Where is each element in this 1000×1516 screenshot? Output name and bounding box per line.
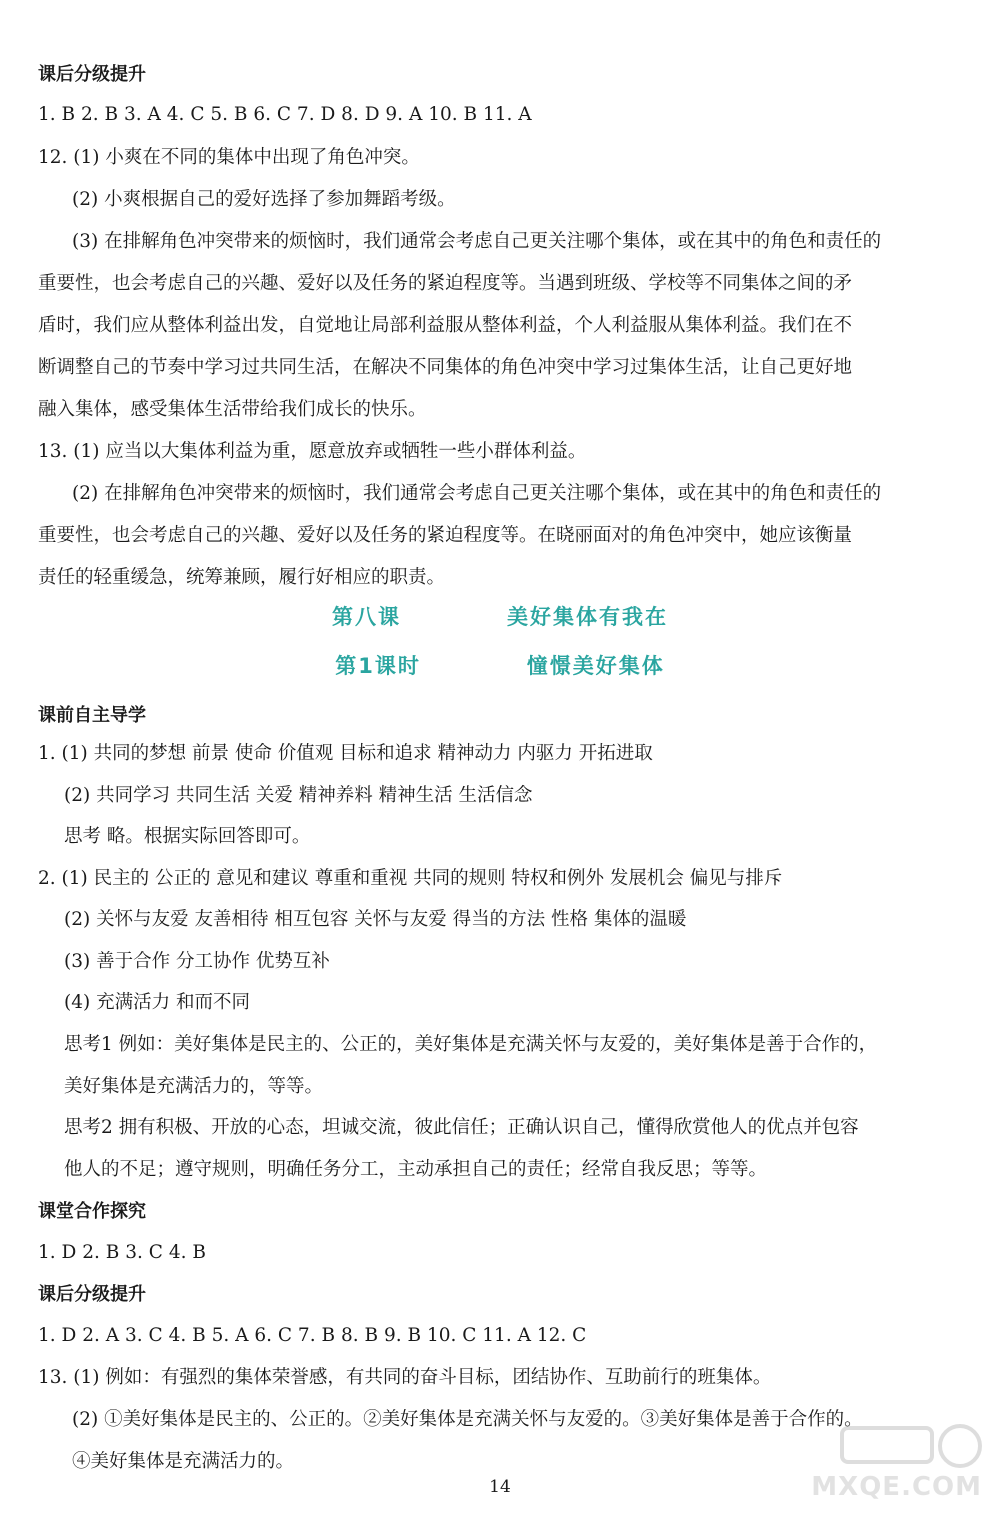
answer-line: 断调整自己的节奏中学习过共同生活，在解决不同集体的角色冲突中学习过集体生活，让自己更好地 [38, 357, 853, 378]
answer-line: 他人的不足；遵守规则，明确任务分工，主动承担自己的责任；经常自我反思；等等。 [64, 1159, 768, 1180]
answer-line: (2) 小爽根据自己的爱好选择了参加舞蹈考级。 [72, 189, 456, 210]
answer-line: (4) 充满活力 和而不同 [64, 992, 250, 1013]
answer-line: 1. D 2. A 3. C 4. B 5. A 6. C 7. B 8. B 9. B 10. C 11. A 12. C [38, 1325, 587, 1346]
answer-line: 美好集体是充满活力的，等等。 [64, 1076, 324, 1097]
section-heading: 课前自主导学 [38, 705, 146, 726]
section-heading: 课后分级提升 [38, 1284, 146, 1305]
chapter-heading: 第1课时 憧憬美好集体 [335, 654, 665, 678]
answer-line: 1. (1) 共同的梦想 前景 使命 价值观 目标和追求 精神动力 内驱力 开拓进取 [38, 743, 653, 764]
answer-line: 13. (1) 例如：有强烈的集体荣誉感，有共同的奋斗目标，团结协作、互助前行的班集体。 [38, 1367, 772, 1388]
answer-line: (2) 共同学习 共同生活 关爱 精神养料 精神生活 生活信念 [64, 785, 533, 806]
section-heading: 课后分级提升 [38, 64, 146, 85]
answer-line: (2) 在排解角色冲突带来的烦恼时，我们通常会考虑自己更关注哪个集体，或在其中的角色和责任的 [72, 483, 882, 504]
answer-line: 思考1 例如：美好集体是民主的、公正的，美好集体是充满关怀与友爱的，美好集体是善于合作的， [64, 1034, 878, 1055]
answer-line: 思考2 拥有积极、开放的心态，坦诚交流，彼此信任；正确认识自己，懂得欣赏他人的优点并包容 [64, 1117, 859, 1138]
answer-line: 1. D 2. B 3. C 4. B [38, 1242, 206, 1263]
answer-line: 思考 略。根据实际回答即可。 [64, 826, 311, 847]
answer-line: 1. B 2. B 3. A 4. C 5. B 6. C 7. D 8. D 9. A 10. B 11. A [38, 104, 532, 125]
answer-line: 盾时，我们应从整体利益出发，自觉地让局部利益服从整体利益，个人利益服从集体利益。我们在不 [38, 315, 853, 336]
chapter-heading: 第八课 美好集体有我在 [332, 605, 668, 629]
answer-line: 重要性，也会考虑自己的兴趣、爱好以及任务的紧迫程度等。在晓丽面对的角色冲突中，她应该衡量 [38, 525, 853, 546]
answer-line: ④美好集体是充满活力的。 [72, 1451, 295, 1472]
answer-line: 12. (1) 小爽在不同的集体中出现了角色冲突。 [38, 147, 420, 168]
watermark-logo [811, 1416, 982, 1502]
answer-line: 13. (1) 应当以大集体利益为重，愿意放弃或牺牲一些小群体利益。 [38, 441, 587, 462]
answer-line: (2) 关怀与友爱 友善相待 相互包容 关怀与友爱 得当的方法 性格 集体的温暖 [64, 909, 687, 930]
answer-line: 2. (1) 民主的 公正的 意见和建议 尊重和重视 共同的规则 特权和例外 发展机会 偏见与排斥 [38, 868, 783, 889]
section-heading: 课堂合作探究 [38, 1201, 146, 1222]
watermark-text: MXQE.COM [811, 1472, 982, 1502]
page-number: 14 [489, 1477, 511, 1497]
answer-line: 责任的轻重缓急，统筹兼顾，履行好相应的职责。 [38, 567, 446, 588]
watermark-icon [832, 1416, 982, 1476]
answer-line: (3) 在排解角色冲突带来的烦恼时，我们通常会考虑自己更关注哪个集体，或在其中的角色和责任的 [72, 231, 882, 252]
answer-line: (2) ①美好集体是民主的、公正的。②美好集体是充满关怀与友爱的。③美好集体是善于合作的。 [72, 1409, 863, 1430]
answer-line: 重要性，也会考虑自己的兴趣、爱好以及任务的紧迫程度等。当遇到班级、学校等不同集体之间的矛 [38, 273, 853, 294]
answer-line: 融入集体，感受集体生活带给我们成长的快乐。 [38, 399, 427, 420]
answer-line: (3) 善于合作 分工协作 优势互补 [64, 951, 330, 972]
